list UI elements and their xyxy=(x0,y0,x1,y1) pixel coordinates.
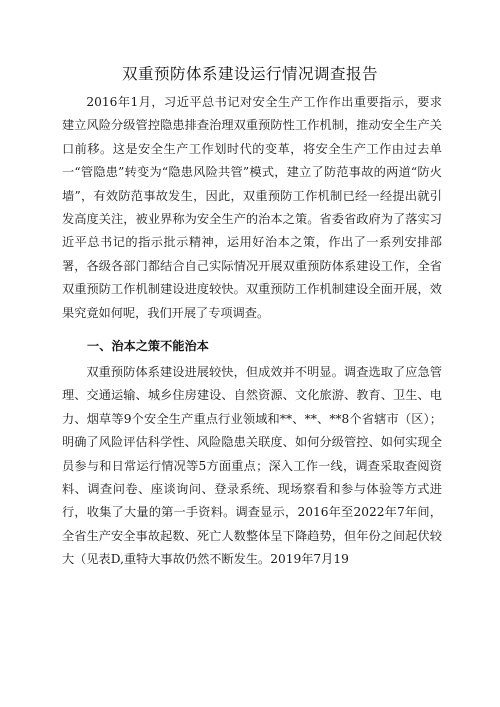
section-heading: 一、治本之策不能治本 xyxy=(87,339,209,353)
document-title: 双重预防体系建设运行情况调查报告 xyxy=(121,65,378,83)
paragraph-intro: 2016年1月，习近平总书记对安全生产工作作出重要指示，要求建立风险分级管控隐患排查治理双重预防性工作机制，推动安全生产关口前移。这是安全生产工作划时代的变革，将安全生产工作由过去单一“管隐患”转变为“隐患风险共管”模式，建立了防范事故的两道“防火墙”，有效防范事故发生，因此，双重预防工作机制已经一经提出就引发高度关注，被业界称为安全生产的治本之策。省委省政府为了落实习近平总书记的指示批示精神，运用好治本之策，作出了一系列安排部署，各级各部门都结合自己实际情况开展双重预防体系建设工作，全省双重预防工作机制建设进度较快。双重预防工作机制建设全面开展，效果究竟如何呢，我们开展了专项调查。 xyxy=(62,95,442,320)
paragraph-section-1: 双重预防体系建设进展较快，但成效并不明显。调查选取了应急管理、交通运输、城乡住房建设、自然资源、文化旅游、教育、卫生、电力、烟草等9个安全生产重点行业领域和**、**、**8个省辖市（区）；明确了风险评估科学性、风险隐患关联度、如何分级管控、如何实现全员参与和日常运行情况等5方面重点；深入工作一线，调查采取查阅资料、调查问卷、座谈询问、登录系统、现场察看和参与体验等方式进行，收集了大量的第一手资料。调查显示，2016年至2022年7年间，全省生产安全事故起数、死亡人数整体呈下降趋势，但年份之间起伏较大（见表D,重特大事故仍然不断发生。2019年7月19 xyxy=(62,365,442,567)
